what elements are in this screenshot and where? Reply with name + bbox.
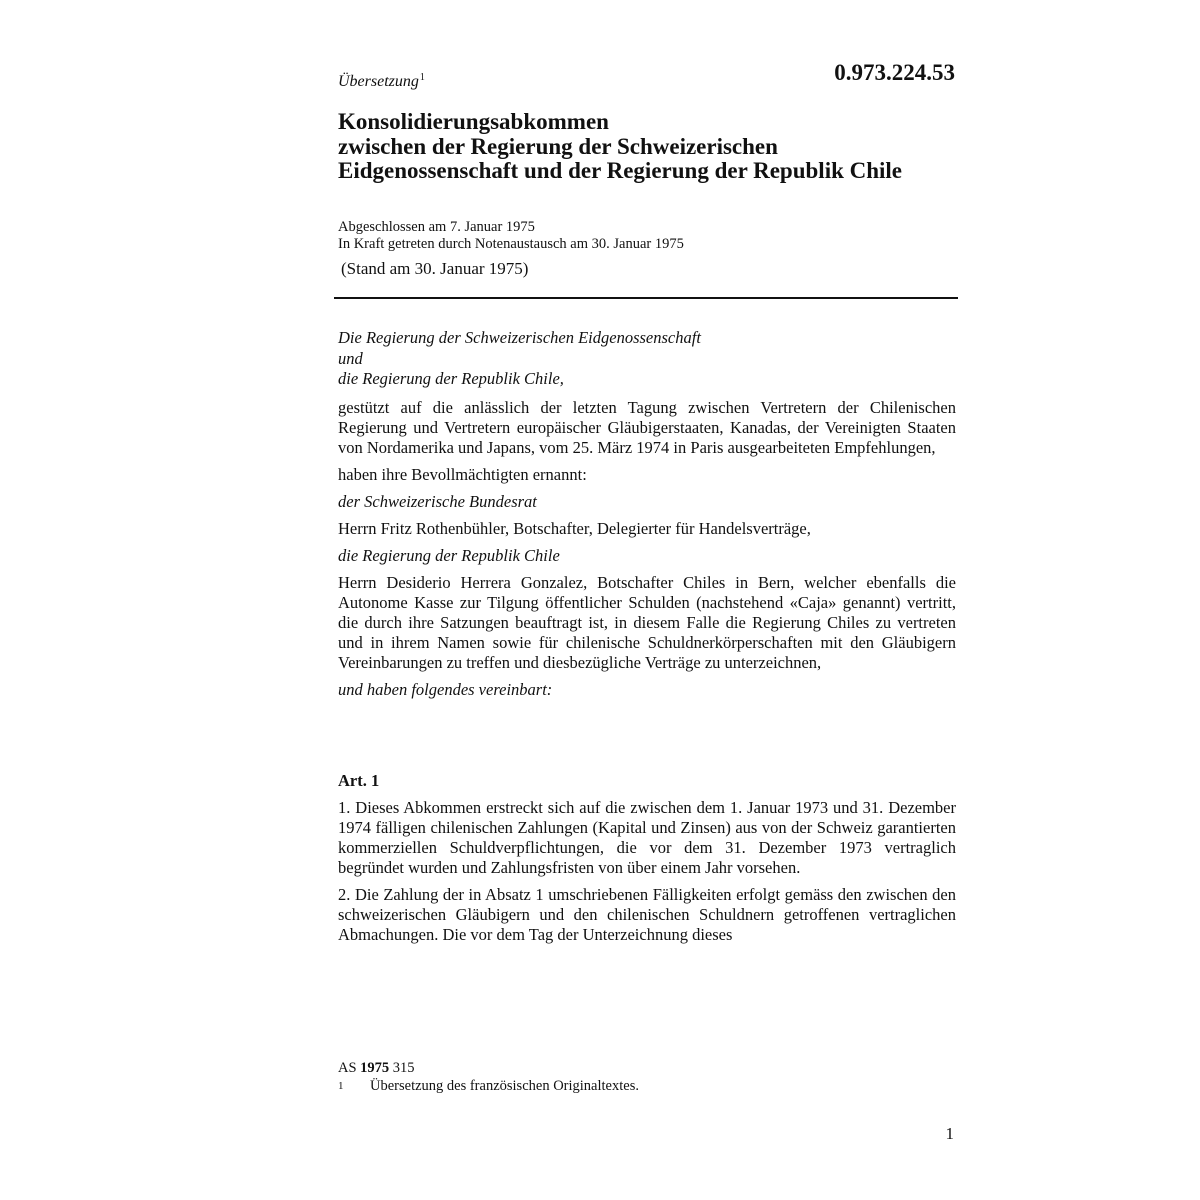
article-1-heading: Art. 1 bbox=[338, 770, 380, 790]
official-source bbox=[338, 1059, 956, 1077]
swiss-representative: Herrn Fritz Rothenbühler, Botschafter, Delegierter für Handelsverträge, bbox=[338, 518, 811, 538]
source-page: 315 bbox=[392, 1060, 415, 1076]
title-line: Eidgenossenschaft und der Regierung der Republik Chile bbox=[338, 158, 903, 183]
sr-number: 0.973.224.53 bbox=[834, 60, 955, 85]
preamble-recital: gestützt auf die anlässlich der letzten Tagung zwischen Vertretern der Chilenischen Regierung und Vertretern europäischer Gläubigerstaaten, Kanadas, der Vereinigten Staaten von Nordamerika und Japans, vom 25. März 1974 in Paris ausgearbeiteten Empfehlungen, bbox=[338, 397, 956, 457]
footnote-1 bbox=[338, 1077, 956, 1095]
article-1-paragraph-2: 2. Die Zahlung der in Absatz 1 umschriebenen Fälligkeiten erfolgt gemäss den zwischen den schweizerischen Gläubigern und den chilenischen Schuldnern getroffenen vertraglichen Abmachungen. Die vor dem Tag der Unterzeichnung dieses bbox=[338, 884, 956, 944]
title-line: zwischen der Regierung der Schweizerischen bbox=[338, 133, 778, 159]
in-force-date: In Kraft getreten durch Notenaustausch am 30. Januar 1975 bbox=[338, 235, 684, 252]
translation-label-text: Übersetzung bbox=[338, 73, 419, 90]
concluded-date: Abgeschlossen am 7. Januar 1975 bbox=[338, 219, 535, 235]
document-body bbox=[338, 328, 956, 952]
footnote-text: Übersetzung des französischen Originaltextes. bbox=[370, 1078, 639, 1094]
title-line: Konsolidierungsabkommen bbox=[338, 109, 609, 134]
swiss-body: der Schweizerische Bundesrat bbox=[338, 491, 537, 511]
preamble-agreed: und haben folgendes vereinbart: bbox=[338, 679, 553, 699]
document-title bbox=[338, 110, 978, 184]
party-switzerland: Die Regierung der Schweizerischen Eidgenossenschaft bbox=[338, 328, 701, 347]
status-date: (Stand am 30. Januar 1975) bbox=[341, 259, 529, 278]
document-meta bbox=[338, 219, 684, 252]
translation-label bbox=[338, 72, 425, 91]
footnote-ref-1[interactable]: 1 bbox=[419, 72, 425, 83]
article-1-paragraph-1: 1. Dieses Abkommen erstreckt sich auf die zwischen dem 1. Januar 1973 und 31. Dezember 1974 fälligen chilenischen Zahlungen (Kapital und Zinsen) aus von der Schweiz garantierten kommerziellen Schuldverpflichtungen, die vor dem 31. Dezember 1973 vertraglich begründet wurden und Zahlungsfristen von über einem Jahr vorsehen. bbox=[338, 797, 956, 877]
footnote-marker: 1 bbox=[338, 1080, 344, 1092]
section-spacer bbox=[338, 707, 956, 771]
source-year: 1975 bbox=[360, 1060, 390, 1076]
page-number: 1 bbox=[945, 1124, 954, 1143]
footnote-area bbox=[338, 1059, 956, 1095]
preamble-appointed: haben ihre Bevollmächtigten ernannt: bbox=[338, 464, 587, 484]
header-divider bbox=[334, 297, 958, 299]
source-prefix: AS bbox=[338, 1060, 357, 1076]
chile-representative: Herrn Desiderio Herrera Gonzalez, Botschafter Chiles in Bern, welcher ebenfalls die Autonome Kasse zur Tilgung öffentlicher Schulden (nachstehend «Caja» genannt) vertritt, die durch ihre Satzungen beauftragt ist, in diesem Falle die Regierung Chiles zu vertreten und in ihrem Namen sowie für chilenische Schuldnerkörperschaften mit den Gläubigern Vereinbarungen zu treffen und diesbezügliche Verträge zu unterzeichnen, bbox=[338, 572, 956, 672]
preamble-parties bbox=[338, 328, 956, 390]
party-conjunction: und bbox=[338, 348, 363, 368]
chile-body: die Regierung der Republik Chile bbox=[338, 545, 560, 565]
party-chile: die Regierung der Republik Chile, bbox=[338, 369, 564, 388]
